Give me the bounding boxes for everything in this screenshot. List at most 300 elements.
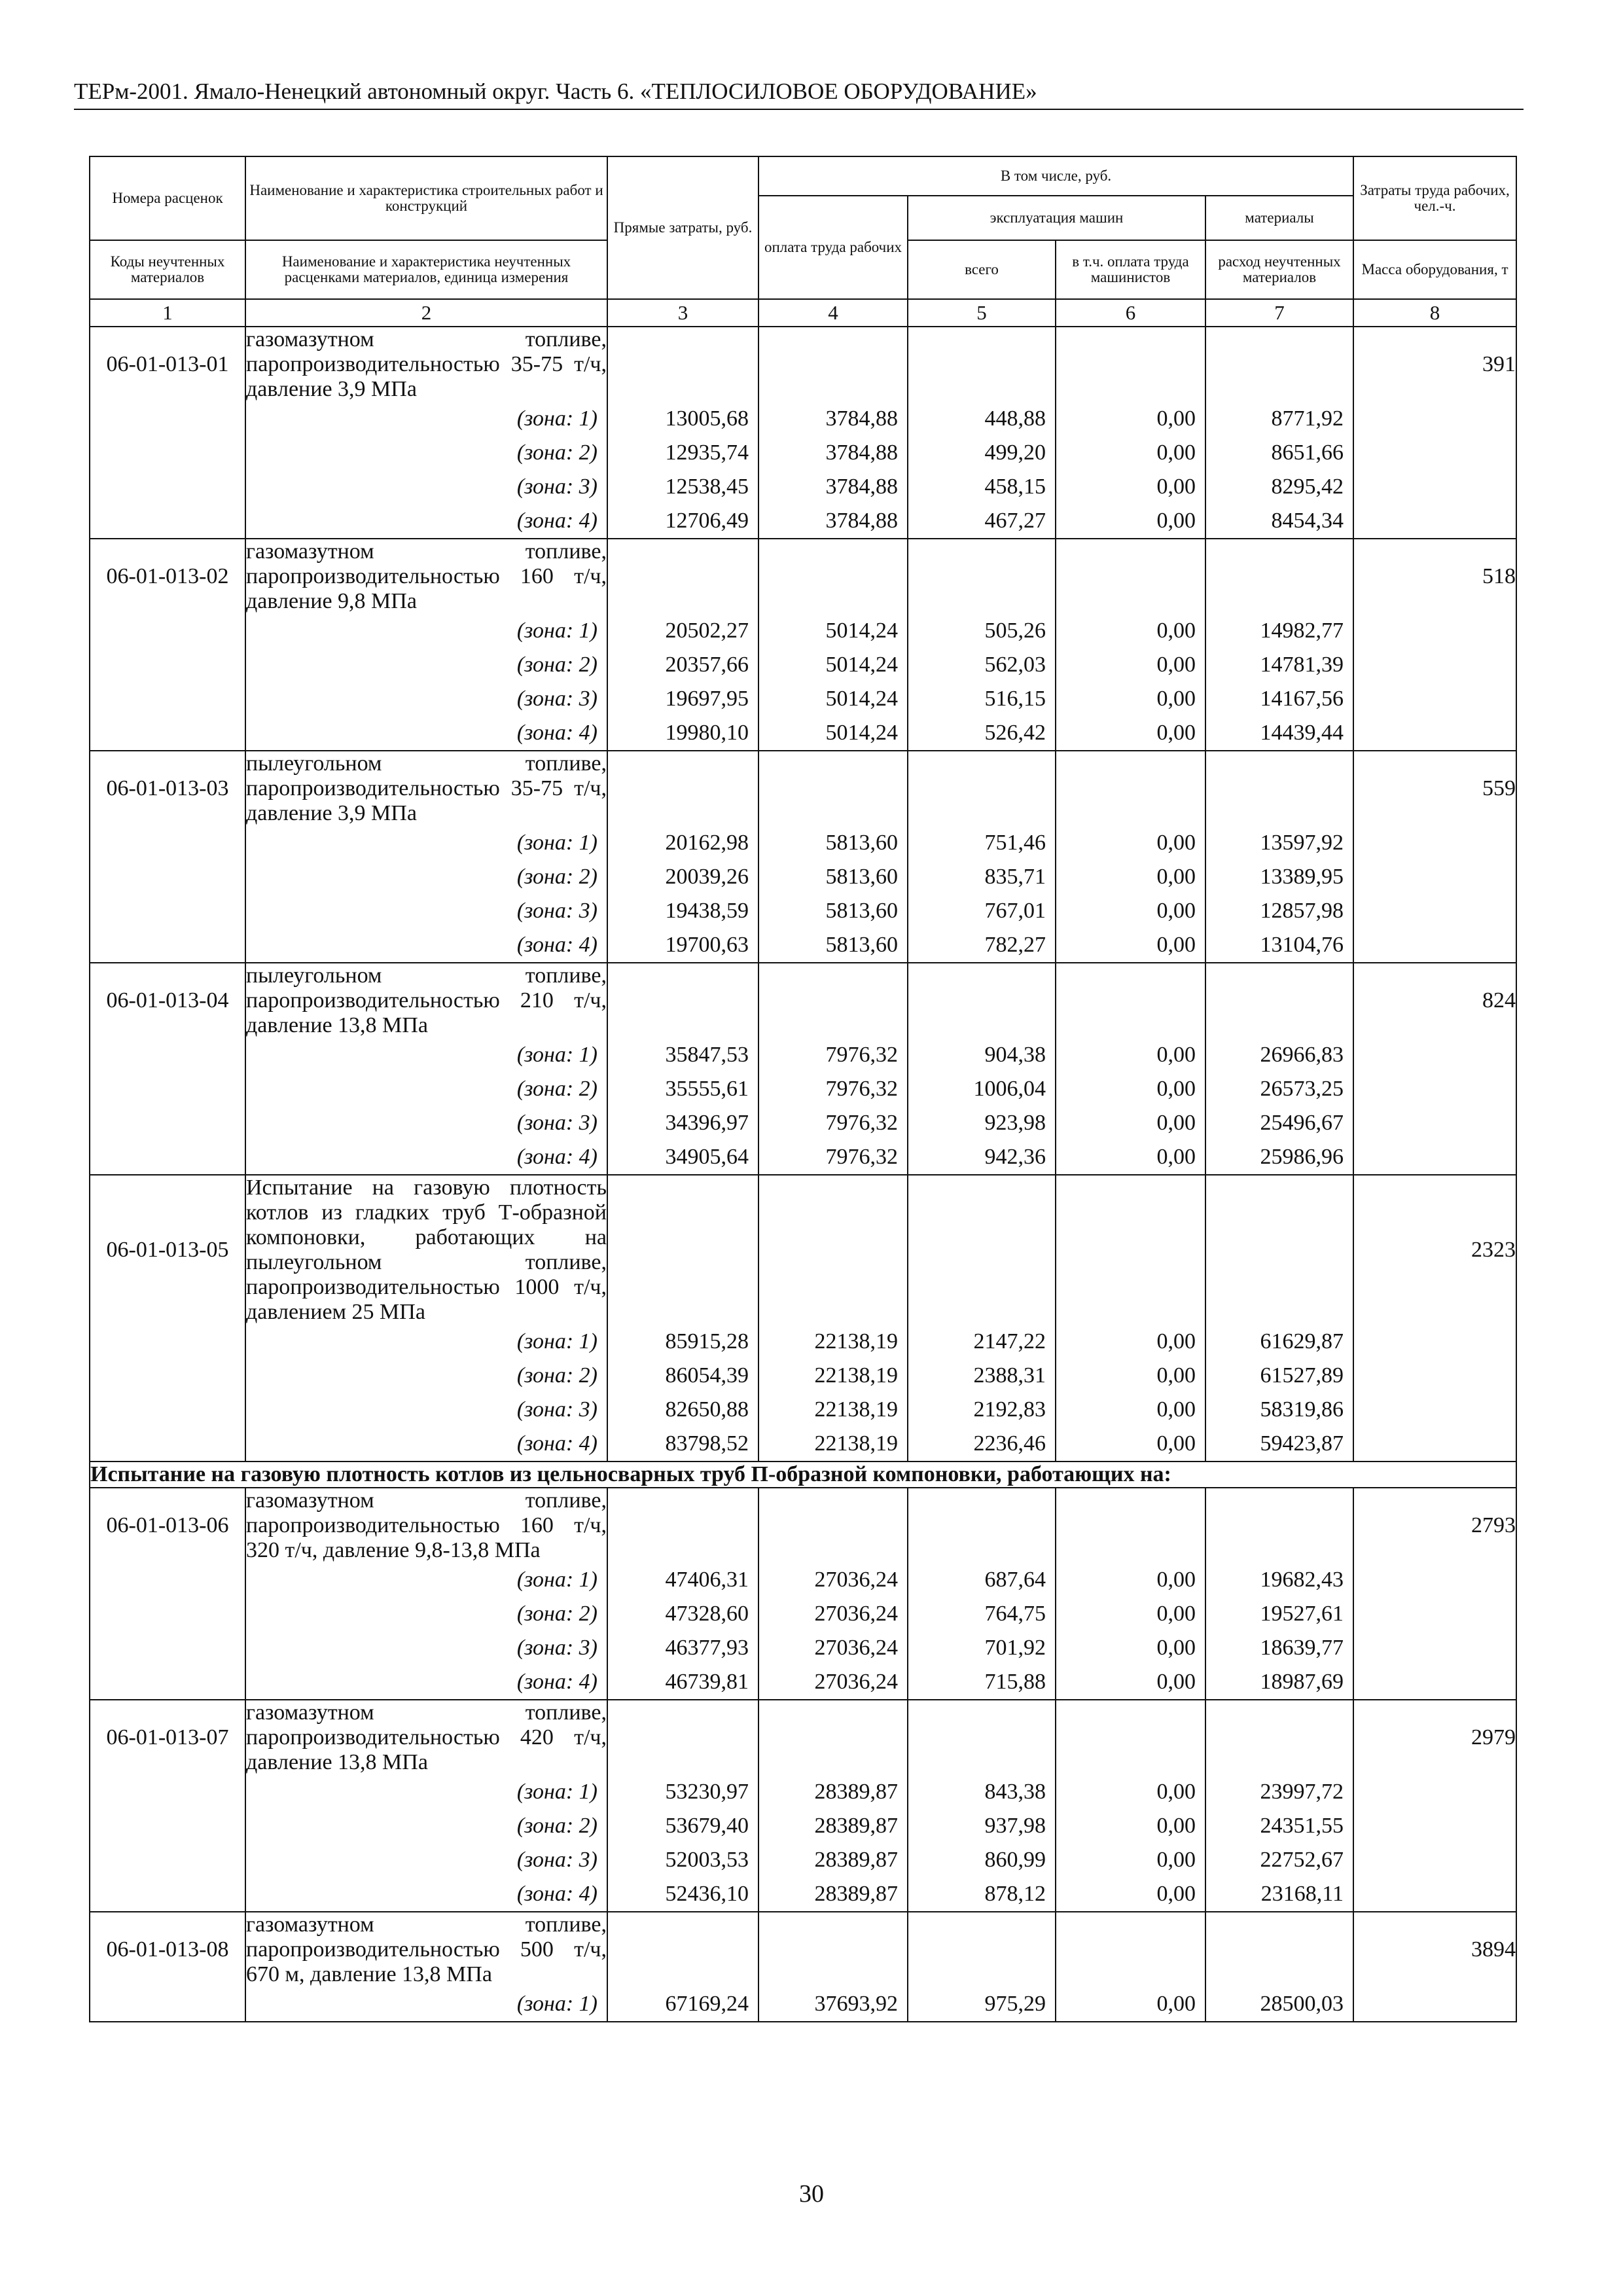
empty-cell <box>1353 1359 1516 1393</box>
equipment-mass: 3894 <box>1353 1912 1516 1987</box>
worker-pay: 27036,24 <box>758 1597 908 1631</box>
machines-total: 975,29 <box>908 1987 1056 2022</box>
machinist-pay: 0,00 <box>1056 928 1205 963</box>
direct-cost: 19697,95 <box>607 682 758 716</box>
direct-cost: 19700,63 <box>607 928 758 963</box>
worker-pay: 5813,60 <box>758 928 908 963</box>
work-description: газомазутном топливе, паропроизводительностью 160 т/ч, 320 т/ч, давление 9,8-13,8 МПа <box>246 1488 607 1562</box>
empty-cell <box>1353 504 1516 539</box>
machines-total: 467,27 <box>908 504 1056 539</box>
work-description: газомазутном топливе, паропроизводительностью 420 т/ч, давление 13,8 МПа <box>246 1700 607 1774</box>
machinist-pay: 0,00 <box>1056 614 1205 648</box>
worker-pay: 5014,24 <box>758 682 908 716</box>
machinist-pay: 0,00 <box>1056 1038 1205 1072</box>
empty-cell <box>607 539 758 614</box>
worker-pay: 5014,24 <box>758 716 908 751</box>
machines-total: 751,46 <box>908 826 1056 860</box>
empty-cell <box>1353 682 1516 716</box>
machines-total: 937,98 <box>908 1809 1056 1843</box>
zone-label: (зона: 2) <box>245 1359 607 1393</box>
zone-label: (зона: 1) <box>245 402 607 436</box>
machines-total: 2147,22 <box>908 1325 1056 1359</box>
empty-cell <box>607 1700 758 1775</box>
zone-label: (зона: 3) <box>245 894 607 928</box>
empty-cell <box>758 751 908 826</box>
empty-cell <box>90 1597 245 1631</box>
direct-cost: 20162,98 <box>607 826 758 860</box>
empty-cell <box>1353 1140 1516 1175</box>
worker-pay: 22138,19 <box>758 1427 908 1462</box>
empty-cell <box>90 716 245 751</box>
empty-cell <box>90 860 245 894</box>
empty-cell <box>1353 1987 1516 2022</box>
machines-total: 942,36 <box>908 1140 1056 1175</box>
section-title: Испытание на газовую плотность котлов из цельносварных труб П-образной компоновки, работающих на: <box>90 1462 1516 1488</box>
empty-cell <box>90 1325 245 1359</box>
machinist-pay: 0,00 <box>1056 682 1205 716</box>
direct-cost: 86054,39 <box>607 1359 758 1393</box>
machinist-pay: 0,00 <box>1056 1631 1205 1665</box>
rate-code: 06-01-013-04 <box>90 963 245 1038</box>
zone-label: (зона: 4) <box>245 716 607 751</box>
machinist-pay-header: в т.ч. оплата труда машинистов <box>1056 240 1205 299</box>
work-description: Испытание на газовую плотность котлов из гладких труб Т-образной компоновки, работающих на пылеугольном топливе, паропроизводительностью 1000 т/ч, давлением 25 МПа <box>246 1175 607 1324</box>
empty-cell <box>90 1987 245 2022</box>
worker-pay: 22138,19 <box>758 1359 908 1393</box>
zone-label: (зона: 1) <box>245 826 607 860</box>
zone-label: (зона: 4) <box>245 928 607 963</box>
worker-pay: 3784,88 <box>758 504 908 539</box>
worker-pay: 27036,24 <box>758 1563 908 1597</box>
direct-cost: 35847,53 <box>607 1038 758 1072</box>
codes-header: Коды неучтенных материалов <box>90 240 245 299</box>
zone-row <box>90 1775 1516 1809</box>
materials-cost: 8771,92 <box>1205 402 1353 436</box>
empty-cell <box>90 894 245 928</box>
materials-cost: 59423,87 <box>1205 1427 1353 1462</box>
empty-cell <box>90 1072 245 1106</box>
machines-total: 2192,83 <box>908 1393 1056 1427</box>
machines-total: 764,75 <box>908 1597 1056 1631</box>
machinist-pay: 0,00 <box>1056 1106 1205 1140</box>
machines-total: 767,01 <box>908 894 1056 928</box>
empty-cell <box>607 963 758 1038</box>
materials-cost: 26573,25 <box>1205 1072 1353 1106</box>
empty-cell <box>1353 1106 1516 1140</box>
machines-total: 2236,46 <box>908 1427 1056 1462</box>
direct-cost: 20039,26 <box>607 860 758 894</box>
empty-cell <box>1056 327 1205 402</box>
empty-cell <box>1353 614 1516 648</box>
zone-label: (зона: 1) <box>245 1563 607 1597</box>
empty-cell <box>1353 1393 1516 1427</box>
materials-cost: 14982,77 <box>1205 614 1353 648</box>
direct-cost: 52003,53 <box>607 1843 758 1877</box>
worker-pay: 7976,32 <box>758 1038 908 1072</box>
zone-label: (зона: 1) <box>245 1038 607 1072</box>
column-number-row: 1 2 3 4 5 6 7 8 <box>90 299 1516 327</box>
zone-row <box>90 648 1516 682</box>
machinist-pay: 0,00 <box>1056 1775 1205 1809</box>
machines-total: 687,64 <box>908 1563 1056 1597</box>
empty-cell <box>90 504 245 539</box>
machines-total: 782,27 <box>908 928 1056 963</box>
machinist-pay: 0,00 <box>1056 894 1205 928</box>
direct-cost: 53679,40 <box>607 1809 758 1843</box>
machines-total: 835,71 <box>908 860 1056 894</box>
materials-cost: 13389,95 <box>1205 860 1353 894</box>
zone-label: (зона: 3) <box>245 682 607 716</box>
empty-cell <box>90 648 245 682</box>
empty-cell <box>90 1359 245 1393</box>
machinist-pay: 0,00 <box>1056 1393 1205 1427</box>
equipment-mass: 559 <box>1353 751 1516 826</box>
empty-cell <box>758 539 908 614</box>
machinist-pay: 0,00 <box>1056 1877 1205 1912</box>
zone-row <box>90 1038 1516 1072</box>
materials-cost: 19682,43 <box>1205 1563 1353 1597</box>
empty-cell <box>90 1809 245 1843</box>
materials-cost: 8295,42 <box>1205 470 1353 504</box>
zone-row <box>90 1106 1516 1140</box>
table-row <box>90 1912 1516 1987</box>
price-table <box>89 156 1517 2022</box>
machinist-pay: 0,00 <box>1056 470 1205 504</box>
empty-cell <box>1353 1038 1516 1072</box>
worker-pay: 3784,88 <box>758 470 908 504</box>
work-description: пылеугольном топливе, паропроизводительностью 210 т/ч, давление 13,8 МПа <box>246 963 607 1037</box>
zone-row <box>90 894 1516 928</box>
empty-cell <box>758 1912 908 1987</box>
equipment-mass: 2793 <box>1353 1488 1516 1563</box>
empty-cell <box>758 1700 908 1775</box>
direct-cost: 20502,27 <box>607 614 758 648</box>
work-description: газомазутном топливе, паропроизводительностью 35-75 т/ч, давление 3,9 МПа <box>246 327 607 401</box>
page-number: 30 <box>799 2180 824 2208</box>
materials-cost: 13597,92 <box>1205 826 1353 860</box>
machines-total: 458,15 <box>908 470 1056 504</box>
empty-cell <box>90 614 245 648</box>
zone-label: (зона: 1) <box>245 1987 607 2022</box>
materials-cost: 23997,72 <box>1205 1775 1353 1809</box>
empty-cell <box>90 402 245 436</box>
empty-cell <box>1353 436 1516 470</box>
machinist-pay: 0,00 <box>1056 436 1205 470</box>
machines-total: 1006,04 <box>908 1072 1056 1106</box>
machines-total: 878,12 <box>908 1877 1056 1912</box>
table-row <box>90 1700 1516 1775</box>
rate-code: 06-01-013-01 <box>90 327 245 402</box>
zone-label: (зона: 1) <box>245 1325 607 1359</box>
empty-cell <box>90 1877 245 1912</box>
worker-pay: 5813,60 <box>758 860 908 894</box>
empty-cell <box>90 1631 245 1665</box>
machines-total: 516,15 <box>908 682 1056 716</box>
zone-row <box>90 504 1516 539</box>
empty-cell <box>908 1700 1056 1775</box>
direct-cost: 34396,97 <box>607 1106 758 1140</box>
worker-pay: 5014,24 <box>758 648 908 682</box>
empty-cell <box>607 1912 758 1987</box>
work-description: газомазутном топливе, паропроизводительностью 500 т/ч, 670 м, давление 13,8 МПа <box>246 1912 607 1986</box>
empty-cell <box>1353 1597 1516 1631</box>
empty-cell <box>90 1427 245 1462</box>
zone-row <box>90 470 1516 504</box>
rate-code: 06-01-013-05 <box>90 1175 245 1325</box>
zone-row <box>90 716 1516 751</box>
worker-pay: 22138,19 <box>758 1393 908 1427</box>
empty-cell <box>1056 1912 1205 1987</box>
direct-cost: 19980,10 <box>607 716 758 751</box>
worker-pay: 27036,24 <box>758 1665 908 1700</box>
worker-pay: 28389,87 <box>758 1809 908 1843</box>
empty-cell <box>1353 1563 1516 1597</box>
worker-pay: 5813,60 <box>758 894 908 928</box>
empty-cell <box>1056 1700 1205 1775</box>
empty-cell <box>90 1843 245 1877</box>
materials-header: материалы <box>1205 196 1353 240</box>
zone-row <box>90 1563 1516 1597</box>
empty-cell <box>1353 1631 1516 1665</box>
empty-cell <box>607 327 758 402</box>
empty-cell <box>90 682 245 716</box>
machinist-pay: 0,00 <box>1056 1597 1205 1631</box>
materials-cost: 22752,67 <box>1205 1843 1353 1877</box>
zone-label: (зона: 2) <box>245 1809 607 1843</box>
worker-pay: 28389,87 <box>758 1877 908 1912</box>
zone-row <box>90 860 1516 894</box>
empty-cell <box>1353 648 1516 682</box>
work-description: газомазутном топливе, паропроизводительностью 160 т/ч, давление 9,8 МПа <box>246 539 607 613</box>
worker-pay: 28389,87 <box>758 1843 908 1877</box>
empty-cell <box>90 1038 245 1072</box>
empty-cell <box>908 751 1056 826</box>
materials-cost: 61527,89 <box>1205 1359 1353 1393</box>
worker-pay: 7976,32 <box>758 1072 908 1106</box>
zone-label: (зона: 1) <box>245 614 607 648</box>
zone-label: (зона: 4) <box>245 504 607 539</box>
empty-cell <box>1353 470 1516 504</box>
direct-cost: 83798,52 <box>607 1427 758 1462</box>
zone-label: (зона: 4) <box>245 1140 607 1175</box>
machinist-pay: 0,00 <box>1056 1140 1205 1175</box>
machines-total: 843,38 <box>908 1775 1056 1809</box>
materials-cost: 14167,56 <box>1205 682 1353 716</box>
worker-pay: 5014,24 <box>758 614 908 648</box>
zone-label: (зона: 4) <box>245 1427 607 1462</box>
empty-cell <box>90 1106 245 1140</box>
materials-cost: 58319,86 <box>1205 1393 1353 1427</box>
empty-cell <box>1353 1325 1516 1359</box>
machines-total: 904,38 <box>908 1038 1056 1072</box>
empty-cell <box>908 1175 1056 1325</box>
empty-cell <box>90 1140 245 1175</box>
zone-row <box>90 1843 1516 1877</box>
zone-label: (зона: 3) <box>245 1106 607 1140</box>
zone-label: (зона: 2) <box>245 1072 607 1106</box>
zone-row <box>90 1325 1516 1359</box>
machines-total: 562,03 <box>908 648 1056 682</box>
machinist-pay: 0,00 <box>1056 1665 1205 1700</box>
worker-pay: 22138,19 <box>758 1325 908 1359</box>
machinist-pay: 0,00 <box>1056 1809 1205 1843</box>
empty-cell <box>908 1488 1056 1563</box>
materials-cost: 24351,55 <box>1205 1809 1353 1843</box>
zone-row <box>90 826 1516 860</box>
machinist-pay: 0,00 <box>1056 716 1205 751</box>
materials-cost: 19527,61 <box>1205 1597 1353 1631</box>
machinist-pay: 0,00 <box>1056 1427 1205 1462</box>
direct-cost: 85915,28 <box>607 1325 758 1359</box>
table-row <box>90 963 1516 1038</box>
zone-row <box>90 1597 1516 1631</box>
empty-cell <box>607 751 758 826</box>
empty-cell <box>1353 1427 1516 1462</box>
empty-cell <box>1205 1488 1353 1563</box>
machinist-pay: 0,00 <box>1056 826 1205 860</box>
unaccounted-materials-header: расход неучтенных материалов <box>1205 240 1353 299</box>
equipment-mass-header: Масса оборудования, т <box>1353 240 1516 299</box>
direct-cost: 35555,61 <box>607 1072 758 1106</box>
zone-row <box>90 1665 1516 1700</box>
table-row <box>90 751 1516 826</box>
materials-cost: 18639,77 <box>1205 1631 1353 1665</box>
machines-total: 2388,31 <box>908 1359 1056 1393</box>
empty-cell <box>1353 402 1516 436</box>
direct-cost: 19438,59 <box>607 894 758 928</box>
empty-cell <box>1056 539 1205 614</box>
table-row <box>90 539 1516 614</box>
empty-cell <box>1353 1809 1516 1843</box>
empty-cell <box>1056 1488 1205 1563</box>
worker-pay: 27036,24 <box>758 1631 908 1665</box>
machines-header: эксплуатация машин <box>908 196 1205 240</box>
materials-cost: 18987,69 <box>1205 1665 1353 1700</box>
materials-cost: 13104,76 <box>1205 928 1353 963</box>
zone-row <box>90 1809 1516 1843</box>
materials-cost: 8454,34 <box>1205 504 1353 539</box>
empty-cell <box>1353 928 1516 963</box>
machines-total: 860,99 <box>908 1843 1056 1877</box>
worker-pay: 5813,60 <box>758 826 908 860</box>
section-row <box>90 1462 1516 1488</box>
machinist-pay: 0,00 <box>1056 504 1205 539</box>
empty-cell <box>758 1175 908 1325</box>
labor-cost-header: Затраты труда рабочих, чел.-ч. <box>1353 156 1516 240</box>
zone-label: (зона: 4) <box>245 1877 607 1912</box>
zone-label: (зона: 2) <box>245 436 607 470</box>
rate-code: 06-01-013-03 <box>90 751 245 826</box>
materials-cost: 26966,83 <box>1205 1038 1353 1072</box>
empty-cell <box>90 1775 245 1809</box>
direct-cost: 12538,45 <box>607 470 758 504</box>
table-row <box>90 1488 1516 1563</box>
direct-cost: 47406,31 <box>607 1563 758 1597</box>
table-row <box>90 1175 1516 1325</box>
empty-cell <box>607 1175 758 1325</box>
materials-cost: 61629,87 <box>1205 1325 1353 1359</box>
empty-cell <box>1353 716 1516 751</box>
direct-cost: 53230,97 <box>607 1775 758 1809</box>
empty-cell <box>1056 751 1205 826</box>
direct-cost: 13005,68 <box>607 402 758 436</box>
machinist-pay: 0,00 <box>1056 1359 1205 1393</box>
machinist-pay: 0,00 <box>1056 402 1205 436</box>
worker-pay: 7976,32 <box>758 1140 908 1175</box>
machines-total: 715,88 <box>908 1665 1056 1700</box>
rate-code: 06-01-013-07 <box>90 1700 245 1775</box>
zone-label: (зона: 2) <box>245 860 607 894</box>
work-description: пылеугольном топливе, паропроизводительностью 35-75 т/ч, давление 3,9 МПа <box>246 751 607 825</box>
running-header: ТЕРм-2001. Ямало-Ненецкий автономный округ. Часть 6. «ТЕПЛОСИЛОВОЕ ОБОРУДОВАНИЕ» <box>74 77 1524 110</box>
empty-cell <box>1205 1175 1353 1325</box>
worker-pay: 28389,87 <box>758 1775 908 1809</box>
direct-cost: 20357,66 <box>607 648 758 682</box>
empty-cell <box>1205 1912 1353 1987</box>
empty-cell <box>908 539 1056 614</box>
empty-cell <box>1205 539 1353 614</box>
table-row <box>90 327 1516 402</box>
empty-cell <box>607 1488 758 1563</box>
materials-cost: 14781,39 <box>1205 648 1353 682</box>
machinist-pay: 0,00 <box>1056 1072 1205 1106</box>
worker-pay: 3784,88 <box>758 402 908 436</box>
rate-code: 06-01-013-02 <box>90 539 245 614</box>
materials-cost: 14439,44 <box>1205 716 1353 751</box>
empty-cell <box>90 1563 245 1597</box>
machines-total: 526,42 <box>908 716 1056 751</box>
direct-cost: 46739,81 <box>607 1665 758 1700</box>
machinist-pay: 0,00 <box>1056 1325 1205 1359</box>
machines-total: 701,92 <box>908 1631 1056 1665</box>
materials-cost: 8651,66 <box>1205 436 1353 470</box>
empty-cell <box>1353 1775 1516 1809</box>
empty-cell <box>1353 1843 1516 1877</box>
machinist-pay: 0,00 <box>1056 648 1205 682</box>
empty-cell <box>1353 826 1516 860</box>
empty-cell <box>90 470 245 504</box>
empty-cell <box>1205 963 1353 1038</box>
empty-cell <box>1353 1877 1516 1912</box>
empty-cell <box>908 963 1056 1038</box>
zone-label: (зона: 3) <box>245 1631 607 1665</box>
materials-name-header: Наименование и характеристика неучтенных расценками материалов, единица измерения <box>245 240 607 299</box>
zone-label: (зона: 4) <box>245 1665 607 1700</box>
machines-total: 505,26 <box>908 614 1056 648</box>
machines-total-header: всего <box>908 240 1056 299</box>
direct-cost: 34905,64 <box>607 1140 758 1175</box>
empty-cell <box>1205 751 1353 826</box>
empty-cell <box>758 963 908 1038</box>
empty-cell <box>1353 860 1516 894</box>
machines-total: 923,98 <box>908 1106 1056 1140</box>
empty-cell <box>1056 1175 1205 1325</box>
empty-cell <box>758 327 908 402</box>
worker-pay-header: оплата труда рабочих <box>758 196 908 299</box>
direct-cost: 12706,49 <box>607 504 758 539</box>
direct-cost-header: Прямые затраты, руб. <box>607 156 758 299</box>
rate-code: 06-01-013-08 <box>90 1912 245 1987</box>
machines-total: 448,88 <box>908 402 1056 436</box>
direct-cost: 46377,93 <box>607 1631 758 1665</box>
empty-cell <box>908 327 1056 402</box>
empty-cell <box>1353 1072 1516 1106</box>
equipment-mass: 518 <box>1353 539 1516 614</box>
equipment-mass: 824 <box>1353 963 1516 1038</box>
zone-row <box>90 682 1516 716</box>
direct-cost: 82650,88 <box>607 1393 758 1427</box>
empty-cell <box>90 1393 245 1427</box>
